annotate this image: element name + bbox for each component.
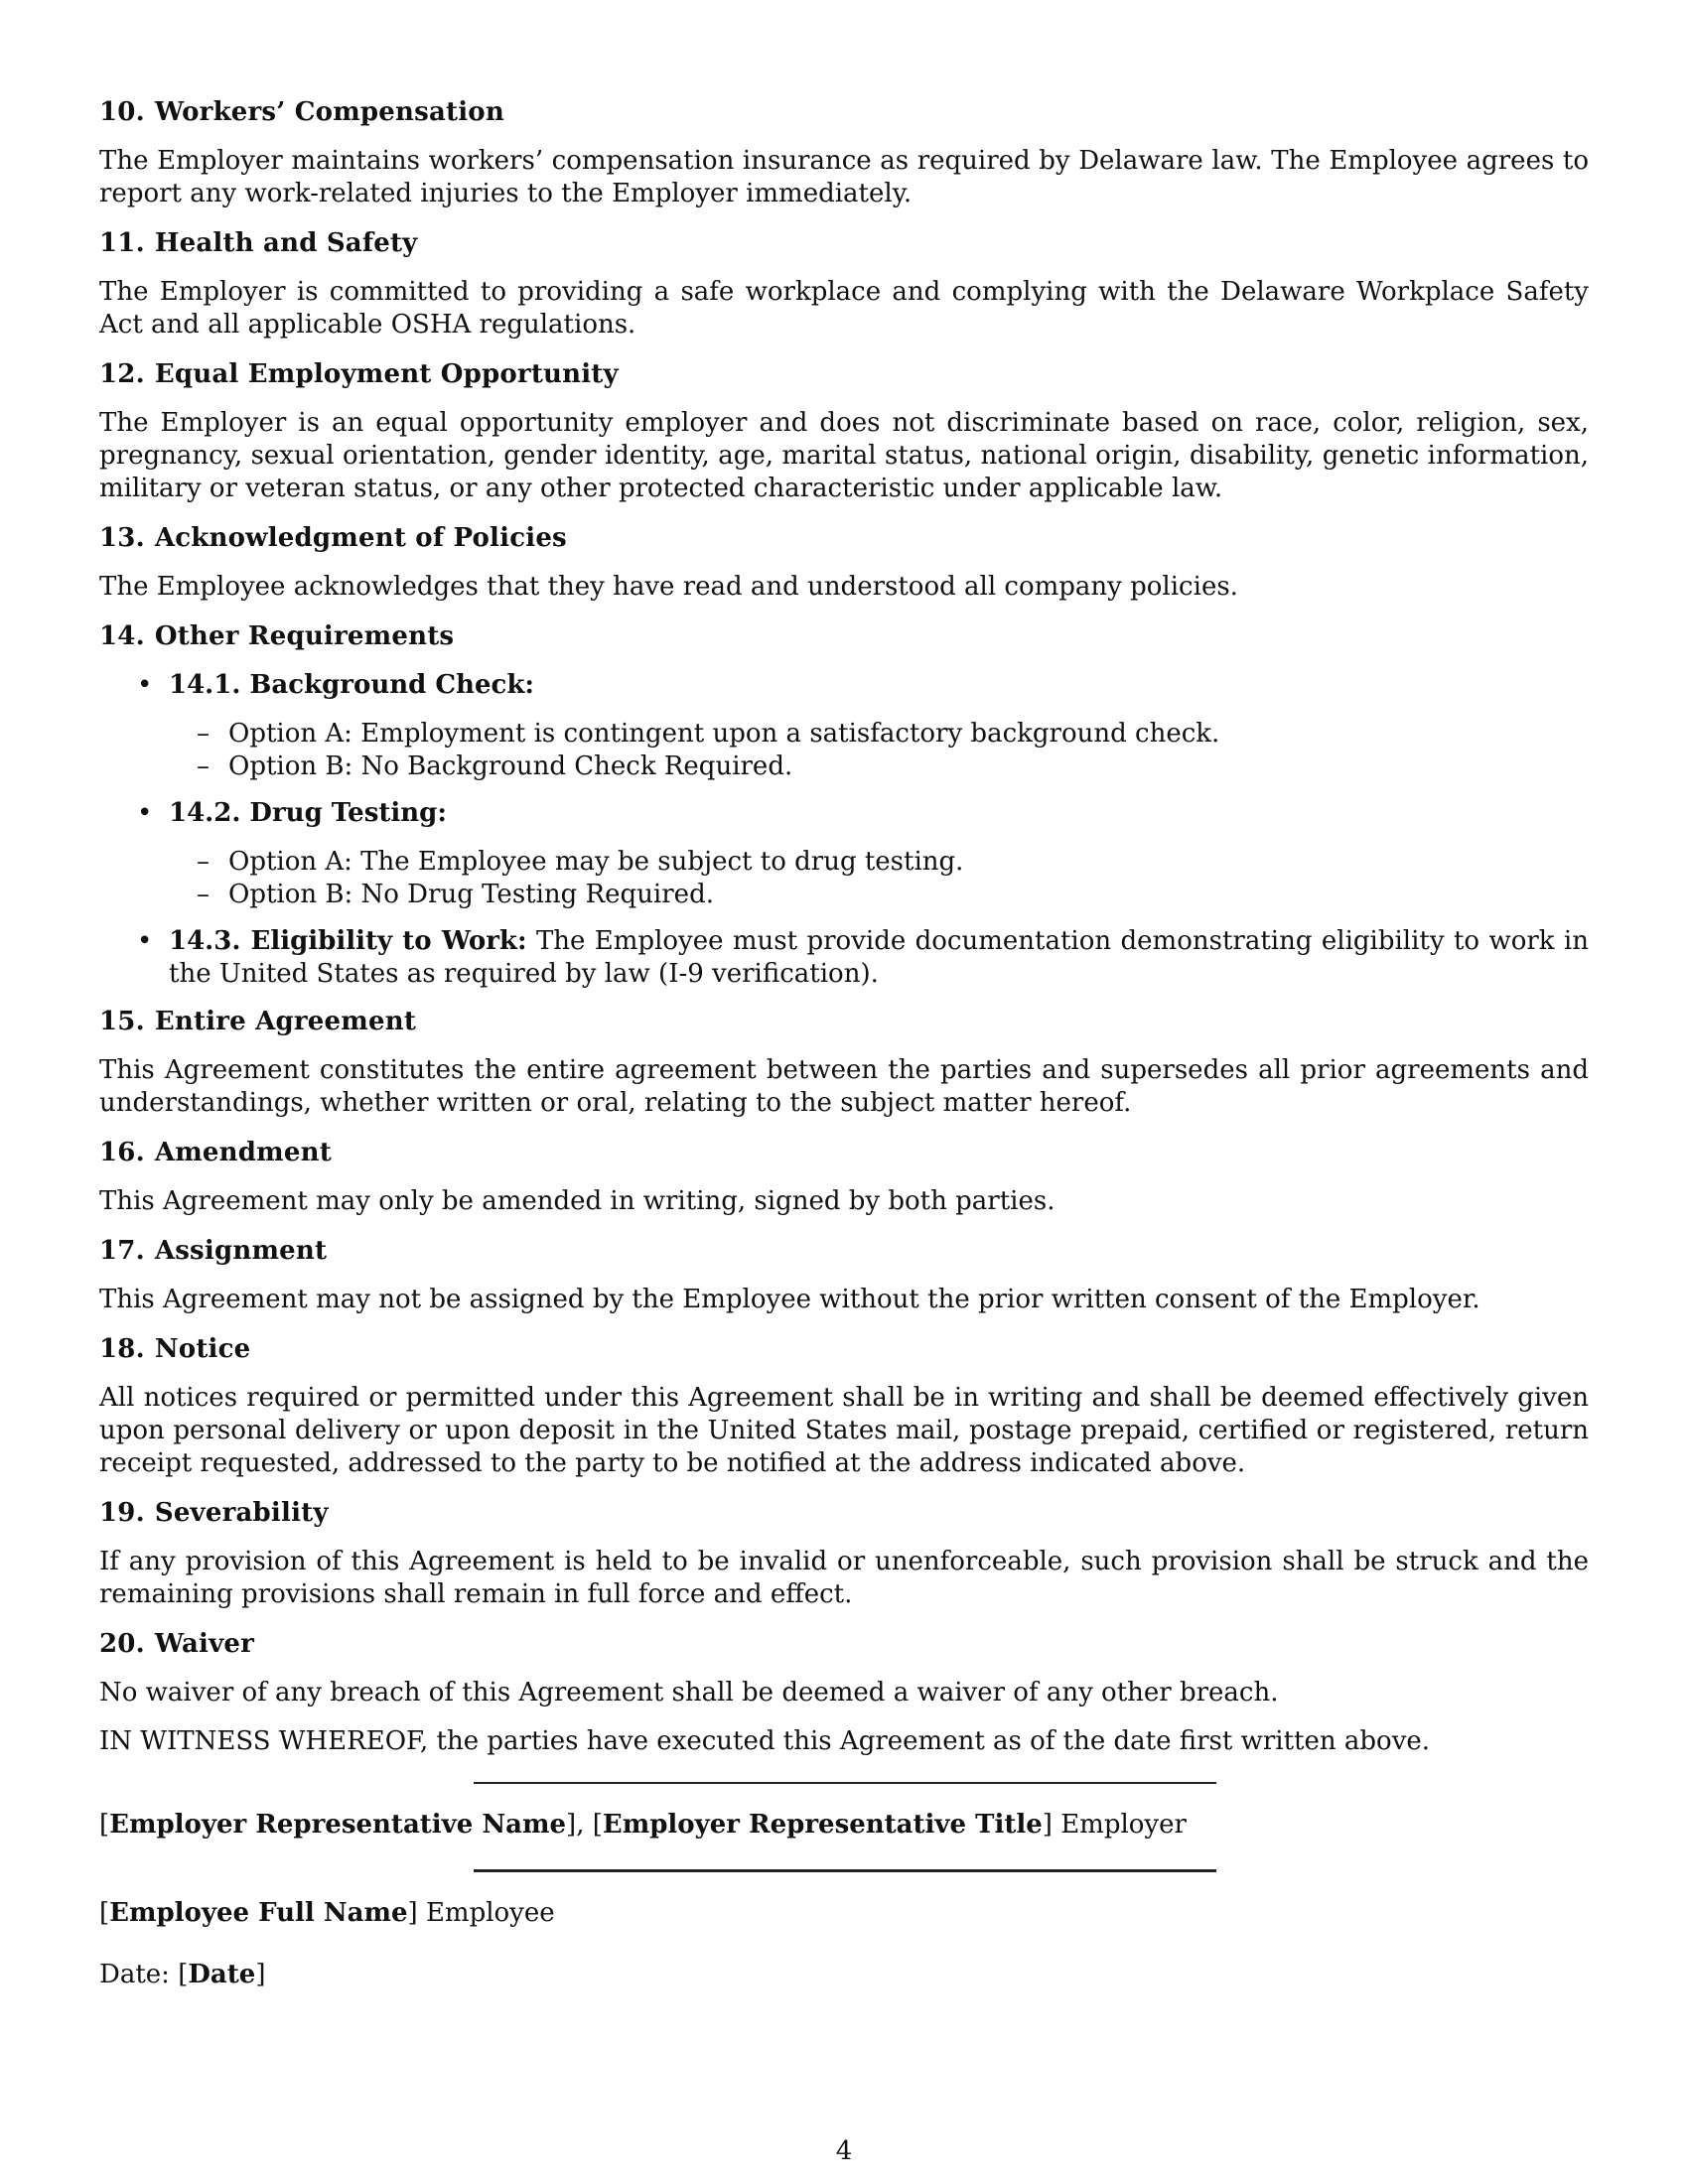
section-body: This Agreement may only be amended in writing, signed by both parties.	[99, 1186, 1055, 1216]
witness-statement: IN WITNESS WHEREOF, the parties have executed this Agreement as of the date first written above.	[99, 1726, 1431, 1756]
section-title: 15. Entire Agreement	[99, 1007, 417, 1036]
section-body: The Employee acknowledges that they have read and understood all company policies.	[99, 572, 1238, 602]
section-body: The Employer is committed to providing a safe workplace and complying with the Delaware Workplace Safety Act and all applicable OSHA regulations.	[99, 277, 1589, 340]
option-item: – Option B: No Drug Testing Required.	[197, 880, 714, 909]
section-body: This Agreement may not be assigned by the Employee without the prior written consent of the Employer.	[99, 1285, 1480, 1314]
section-title: 20. Waiver	[99, 1629, 255, 1659]
section-title: 11. Health and Safety	[99, 228, 418, 258]
requirements-list	[99, 669, 1589, 991]
option-item: – Option B: No Background Check Required.	[197, 751, 793, 781]
bullet-icon: •	[137, 798, 153, 828]
section-17	[99, 1234, 1589, 1316]
section-11	[99, 226, 1589, 341]
section-title: 19. Severability	[99, 1498, 329, 1528]
employee-signature-line	[474, 1869, 1216, 1872]
page-number: 4	[835, 2136, 853, 2166]
section-20	[99, 1627, 1589, 1709]
section-title: 17. Assignment	[99, 1236, 328, 1266]
section-body: The Employer maintains workers’ compensation insurance as required by Delaware law. The Employee agrees to report any work-related injuries to the Employer immediately.	[99, 146, 1589, 208]
sections-15-20	[99, 1005, 1589, 1709]
section-title: 12. Equal Employment Opportunity	[99, 359, 619, 389]
section-body: This Agreement constitutes the entire agreement between the parties and supersedes all prior agreements and understandings, whether written or oral, relating to the subject matter hereof.	[99, 1055, 1589, 1118]
section-title: 18. Notice	[99, 1334, 251, 1364]
section-18	[99, 1332, 1589, 1480]
section-title: 13. Acknowledgment of Policies	[99, 523, 567, 553]
date-line: Date: [Date]	[99, 1960, 266, 1989]
section-body: The Employer is an equal opportunity employer and does not discriminate based on race, color, religion, sex, pregnancy, sexual orientation, gender identity, age, marital status, national origin, disability, genetic information, military or veteran status, or any other protected characteristic under applicable law.	[99, 408, 1589, 503]
employee-signature-label: [Employee Full Name] Employee	[99, 1898, 555, 1928]
requirement-drug-testing: • 14.2. Drug Testing: – Option A: The Employee may be subject to drug testing. – Option B: No Drug Testing Required.	[99, 797, 1589, 911]
section-14	[99, 619, 1589, 991]
option-item: – Option A: The Employee may be subject to drug testing.	[197, 847, 964, 877]
requirement-eligibility: • 14.3. Eligibility to Work: The Employee must provide documentation demonstrating eligibility to work in the United States as required by law (I-9 verification).	[137, 926, 1589, 989]
section-12	[99, 357, 1589, 505]
section-body: No waiver of any breach of this Agreement shall be deemed a waiver of any other breach.	[99, 1678, 1279, 1707]
section-15	[99, 1005, 1589, 1120]
employer-signature-label: [Employer Representative Name], [Employer Representative Title] Employer	[99, 1810, 1187, 1840]
document-page	[99, 95, 1589, 1991]
section-13	[99, 521, 1589, 604]
section-title: 16. Amendment	[99, 1138, 332, 1167]
section-body: All notices required or permitted under this Agreement shall be in writing and shall be deemed effectively given upon personal delivery or upon deposit in the United States mail, postage prepaid, certified or registered, return receipt requested, addressed to the party to be notified at the address indicated above.	[99, 1383, 1589, 1478]
signature-block	[99, 1782, 1589, 1991]
section-body: If any provision of this Agreement is held to be invalid or unenforceable, such provision shall be struck and the remaining provisions shall remain in full force and effect.	[99, 1547, 1589, 1609]
bullet-icon: •	[137, 670, 153, 700]
bullet-icon: •	[137, 926, 153, 956]
employer-signature-line	[474, 1782, 1216, 1784]
option-item: – Option A: Employment is contingent upon a satisfactory background check.	[197, 719, 1220, 749]
sections-10-13	[99, 95, 1589, 604]
section-title: 14. Other Requirements	[99, 621, 455, 651]
section-10	[99, 95, 1589, 210]
section-19	[99, 1496, 1589, 1611]
section-16	[99, 1136, 1589, 1218]
requirement-background-check: • 14.1. Background Check: – Option A: Employment is contingent upon a satisfactory background check. – Option B: No Background Check Required.	[99, 669, 1589, 783]
section-title: 10. Workers’ Compensation	[99, 97, 504, 127]
